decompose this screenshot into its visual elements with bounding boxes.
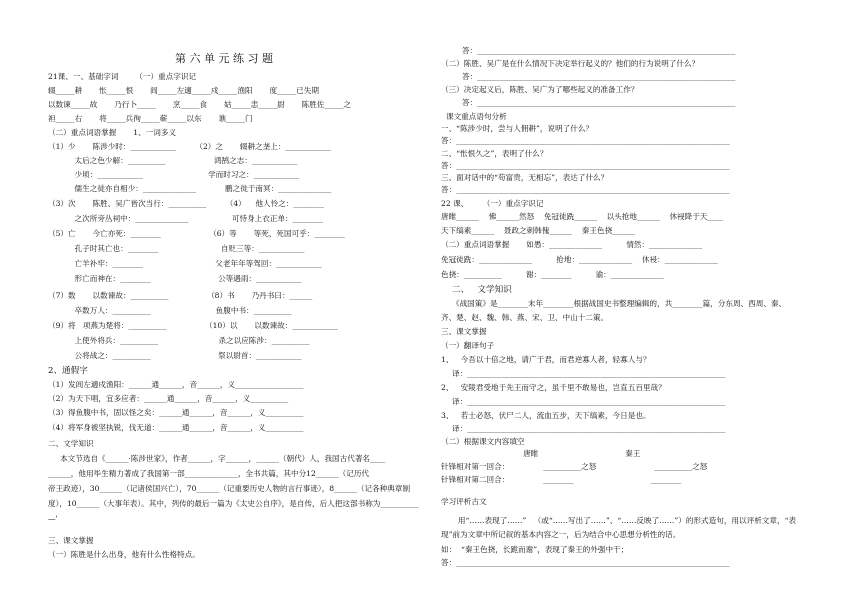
left-line-20: 公将战之：__________ 祭以尉首：____________ [48, 351, 302, 360]
right-line-19: 二、 文学知识 [452, 285, 512, 295]
left-line-03: 以数谏_____故 乃行卜_____ 烹_____食 姑_____恚_____尉 陈胜佐_____之 [48, 100, 351, 109]
right-line-38: 答：________________________________________________________________________ [441, 558, 730, 567]
left-line-09: 儒生之徒亦自相少：______________ 鹏之徙于南冥：______________ [48, 184, 332, 193]
right-line-23: （一）翻译句子 [441, 341, 495, 350]
left-line-08: 少顷：____________ 学而时习之：____________ [48, 170, 300, 179]
right-line-25: 译：____________________________________________________________________ [452, 369, 726, 378]
left-line-23: （2）为天下唱，宜多应者：______通______，音______，义__________ [48, 394, 289, 403]
right-line-36: 现”前为文章中所记叙的基本内容之一，后为结合中心思想分析性的话。 [441, 530, 681, 539]
left-line-24: （3）得鱼腹中书，固以怪之矣：______通______，音______，义__________ [48, 408, 304, 417]
left-line-29: 帝王政迹），30______（记诸侯国兴亡），70______（记重要历史人物的言行事迹），8______（记各种典章制 [48, 484, 411, 493]
left-line-19: 上使外将兵：__________ 杀之以应陈涉：__________ [48, 336, 310, 345]
left-line-21: 2、通假字 [48, 366, 88, 376]
left-line-01: 21课、一、基础字词 （一）重点字识记 [48, 72, 197, 81]
left-line-02: 辍_____耕 怅_____恨 闾_____左適_____戍_____渔阳 度_____已失期 [48, 86, 319, 95]
left-line-13: 孔子时其亡也：________ 自贬三等：____________ [48, 244, 305, 253]
left-line-33: （一）陈胜是什么出身，他有什么性格特点。 [48, 550, 200, 559]
right-line-10: 答：________________________________________________________________________ [441, 161, 730, 170]
right-line-32: 针锋相对第一回合： __________之怒 __________之怒 [441, 462, 708, 471]
right-line-28: 3、 若士必怒，伏尸二人，流血五步，天下缟素，今日是也。 [441, 411, 651, 420]
right-line-01: 答：____________________________________________________________________ [462, 46, 736, 55]
right-line-12: 答：________________________________________________________________________ [441, 185, 730, 194]
left-line-26: 二、文学知识 [48, 439, 94, 448]
left-line-18: （9）将 项燕为楚将：__________ （10）以 以数谏故：____________ [48, 321, 338, 330]
right-line-04: （三）决定起义后，陈胜、吴广为了哪些起义的准备工作？ [441, 85, 639, 94]
left-line-10: （3）次 陈胜、吴广皆次当行：__________ （4） 他人怜之：________ [48, 199, 324, 208]
right-line-03: 答：____________________________________________________________________ [462, 72, 736, 81]
left-line-31: —' [48, 514, 58, 523]
right-line-06: 课文重点语句分析 [446, 112, 507, 121]
left-line-25: （4）将军身被坚执锐，伐无道：______通______，音______，义__________ [48, 423, 304, 432]
left-line-15: 形亡而神在：________ 公等遇雨：____________ [48, 274, 302, 283]
left-line-05: （二）重点词语掌握 1、一词多义 [48, 128, 177, 137]
right-line-24: 1、 今吾以十倍之地，请广于君，而君逆寡人者，轻寡人与？ [441, 355, 651, 364]
left-line-27: 本文节选自《______·陈涉世家》，作者______，字______，______（朝代）人，我国古代著名____ [48, 454, 386, 463]
right-line-11: 三、面对话中的“苟富贵，无相忘”，表达了什么？ [441, 173, 609, 182]
left-line-28: ______，他用毕生精力著成了我国第一部______________，全书共篇，其中分12______（记历代 [48, 469, 370, 478]
left-line-14: 亡羊补牢：________ 父老年年等驾回：____________ [48, 259, 322, 268]
right-line-27: 译：____________________________________________________________________ [452, 397, 726, 406]
page-title: 第 六 单 元 练 习 题 [175, 52, 273, 65]
left-line-16: （7）数 以数谏故：__________ （8）书 乃丹书曰：______ [48, 291, 313, 300]
left-line-04: 袒_____右 将_____兵徇_____蕲_____以东 谯_____门 [48, 114, 253, 123]
left-line-32: 三、课文掌握 [48, 536, 94, 545]
right-line-02: （二）陈胜、吴广是在什么情况下决定举行起义的？他们的行为说明了什么？ [441, 59, 700, 68]
right-line-34: 学习评析古文 [441, 497, 487, 506]
right-line-17: 免冠徒跣：______________ 抢地：______________ 休祲：______________ [441, 255, 718, 264]
left-line-30: 度），10______（大事年表）。其中，列传的最后一篇为《太史公自序》，是自传，后人把这部书称为__________ [48, 499, 419, 508]
right-line-33: 针锋相对第二回合： ________ ________ [441, 475, 682, 484]
right-line-29: 译：____________________________________________________________________ [452, 424, 726, 433]
left-line-07: 太后之色少解：__________ 鸿鹄之志：____________ [48, 156, 298, 165]
right-line-16: （二）重点词语掌握 如愚：______________ 情然：______________ [441, 240, 703, 249]
right-line-15: 天下缟素______ 聂政之刺韩傀______ 秦王色挠______ [441, 226, 635, 235]
left-line-11: 之次所旁丛祠中：______________ 可恃身上衣正单：________ [48, 214, 324, 223]
right-line-18: 色挠：__________ 谢：________ 谕：______________ [441, 270, 664, 279]
right-line-05: 答：____________________________________________________________________ [462, 98, 736, 107]
right-line-22: 三、课文掌握 [441, 327, 487, 336]
right-line-37: 如： “秦王色挠，长跪而谢”，表现了秦王的外强中干； [441, 545, 629, 554]
right-line-20: 《战国策》是________末年________根据战国史书整理编辑的，共________篇，分东周、西周、秦、 [452, 299, 787, 308]
right-line-30: （二）根据课文内容填空 [441, 437, 525, 446]
left-line-12: （5）亡 今亡亦死：________ （6）等 等死，死国可乎：________ [48, 229, 345, 238]
right-line-31: 唐睢 秦王 [441, 449, 641, 458]
right-line-13: 22 课、 （一）重点字识记 [441, 199, 544, 208]
right-line-26: 2、 安陵君受地于先王而守之，虽千里不敢易也，岂直五百里哉？ [441, 383, 666, 392]
right-line-14: 唐睢______ 怫______然怒 免冠徒跣______ 以头抢地______ 休祲降于天____ [441, 212, 723, 221]
right-line-08: 答：________________________________________________________________________ [441, 136, 730, 145]
right-line-21: 齐、楚、赵、魏、韩、燕、宋、卫、中山十二策。 [441, 313, 609, 322]
left-line-17: 卒数万人：__________ 鱼腹中书：__________ [48, 306, 292, 315]
left-line-06: （1）少 陈涉少时：____________ （2）之 辍耕之垄上：____________ [48, 142, 331, 151]
right-line-35: 用“……表现了……” （或“……写出了……”、“……反映了……”）的形式造句，用以评析文章，“表 [441, 516, 797, 525]
right-line-07: 一、“陈涉少时，尝与人佣耕”，说明了什么？ [441, 124, 594, 133]
right-line-09: 二、“怅恨久之”，表明了什么？ [441, 149, 548, 158]
left-line-22: （1）发闾左適戍渔阳：______通______，音______，义__________________ [48, 380, 304, 389]
